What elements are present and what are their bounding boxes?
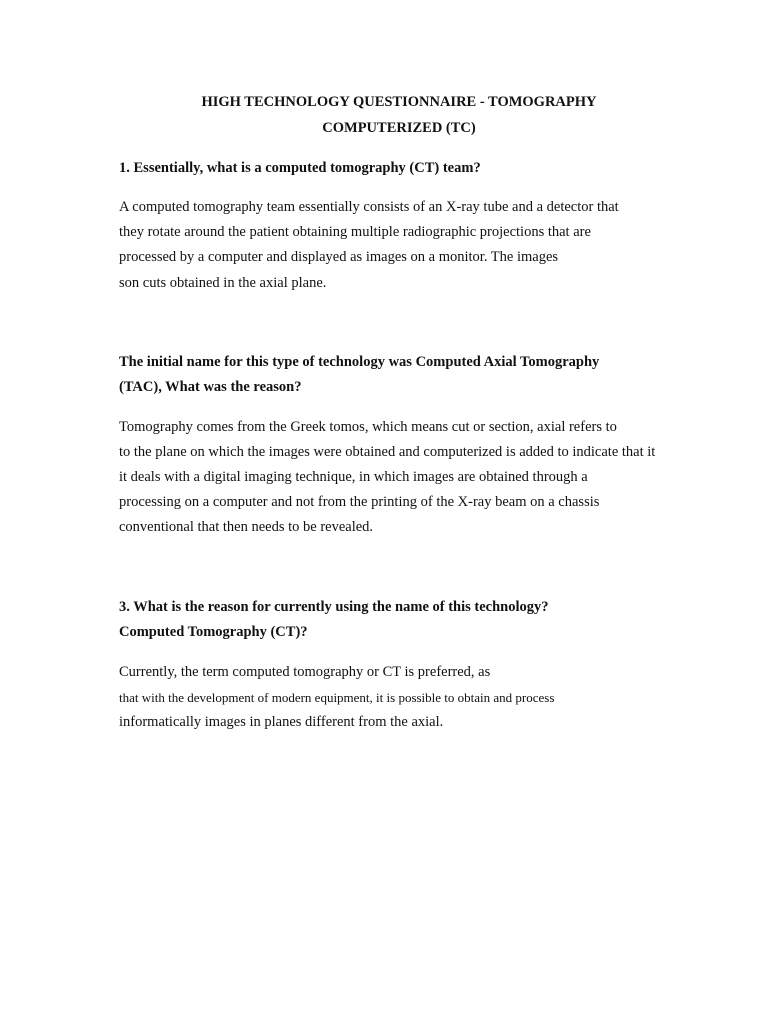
answer-1-line-4: son cuts obtained in the axial plane. xyxy=(119,275,327,291)
question-3-line-2: Computed Tomography (CT)? xyxy=(119,624,308,640)
answer-2-line-3: it deals with a digital imaging technique, in which images are obtained through a xyxy=(119,469,588,485)
question-2-line-2: (TAC), What was the reason? xyxy=(119,379,302,395)
answer-1-line-2: they rotate around the patient obtaining multiple radiographic projections that are xyxy=(119,224,591,240)
answer-2-line-2: to the plane on which the images were obtained and computerized is added to indicate that it xyxy=(119,444,656,460)
document-title-line-1: HIGH TECHNOLOGY QUESTIONNAIRE - TOMOGRAPHY xyxy=(201,94,597,110)
answer-2-line-5: conventional that then needs to be revealed. xyxy=(119,519,374,535)
question-1-line-1: 1. Essentially, what is a computed tomography (CT) team? xyxy=(119,160,481,176)
answer-3-line-3: informatically images in planes different from the axial. xyxy=(119,714,444,730)
question-3-line-1: 3. What is the reason for currently using the name of this technology? xyxy=(119,599,549,615)
question-2-line-1: The initial name for this type of technology was Computed Axial Tomography xyxy=(119,354,600,370)
answer-2-line-4: processing on a computer and not from the printing of the X-ray beam on a chassis xyxy=(119,494,600,510)
answer-1-line-3: processed by a computer and displayed as images on a monitor. The images xyxy=(119,249,559,265)
document-title-line-2: COMPUTERIZED (TC) xyxy=(322,120,476,136)
answer-3-line-1: Currently, the term computed tomography or CT is preferred, as xyxy=(119,664,491,680)
answer-3-line-2: that with the development of modern equipment, it is possible to obtain and process xyxy=(119,690,555,705)
answer-1-line-1: A computed tomography team essentially consists of an X-ray tube and a detector that xyxy=(119,199,619,215)
answer-2-line-1: Tomography comes from the Greek tomos, which means cut or section, axial refers to xyxy=(119,419,617,435)
